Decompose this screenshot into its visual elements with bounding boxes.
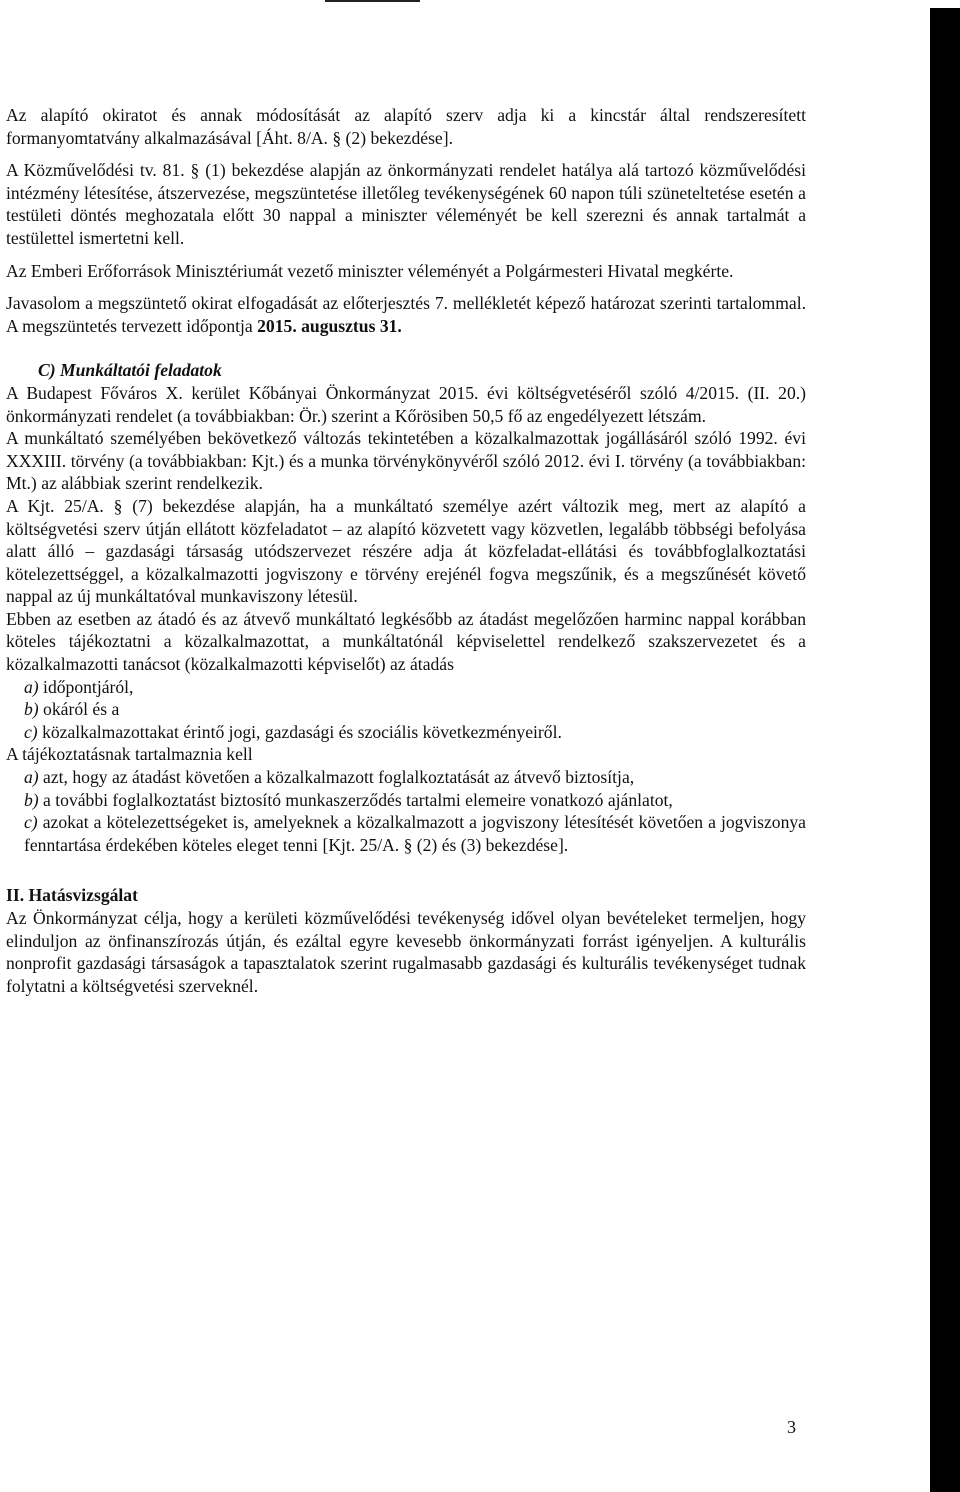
paragraph-founding-charter: Az alapító okiratot és annak módosítását az alapító szerv adja ki a kincstár által rendszeresített formanyomtatvány alkalmazásával [Áht. 8/A. § (2) bekezdése]. [6, 105, 806, 148]
scan-edge-bar [930, 8, 960, 1492]
termination-date: 2015. augusztus 31. [257, 315, 402, 336]
paragraph-notification-content: A tájékoztatásnak tartalmaznia kell [6, 744, 253, 765]
list-item: a) azt, hogy az átadást követően a közalkalmazott foglalkoztatását az átvevő biztosítja, [24, 767, 635, 788]
paragraph-kjt-25a: A Kjt. 25/A. § (7) bekezdése alapján, ha a munkáltató személye azért változik meg, mert az alapító a költségvetési szerv útján ellátott közfeladatot – az alapító közvetett vagy közvetlen, legalább többségi befolyása alatt álló – gazdasági társaság utódszervezet részére adja át közfeladat-ellátási és továbbfoglalkoztatási kötelezettséggel, a közalkalmazotti jogviszony e törvény erejénél fogva megszűnik, és a megszűnését követő nappal az új munkáltatóval munkaviszony létesül. [6, 495, 806, 607]
list-item: b) a további foglalkoztatást biztosító munkaszerződés tartalmi elemeire vonatkozó ajánlatot, [24, 789, 673, 810]
header-rule [325, 0, 420, 2]
paragraph-notification: Ebben az esetben az átadó és az átvevő munkáltató legkésőbb az átadást megelőzően harminc nappal korábban köteles tájékoztatni a közalkalmazottat, a munkáltatónál képviselettel rendelkező szakszervezetet és a közalkalmazotti tanácsot (közalkalmazotti képviselőt) az átadás [6, 608, 806, 675]
document-page [6, 104, 806, 997]
section-c-heading: C) Munkáltatói feladatok [38, 360, 222, 381]
paragraph-employer-change: A munkáltató személyében bekövetkező változás tekintetében a közalkalmazottak jogállásáról szóló 1992. évi XXXIII. törvény (a továbbiakban: Kjt.) és a munka törvénykönyvéről szóló 2012. évi I. törvény (a továbbiakban: Mt.) az alábbiak szerint rendelkezik. [6, 428, 806, 494]
page-number: 3 [787, 1417, 796, 1437]
paragraph-proposal [6, 292, 806, 337]
proposal-text: Javasolom a megszüntető okirat elfogadását az előterjesztés 7. mellékletét képező határozat szerinti tartalommal. A megszüntetés tervezett időpontja [6, 293, 806, 336]
paragraph-kozmuvelodesi-tv: A Közművelődési tv. 81. § (1) bekezdése alapján az önkormányzati rendelet hatálya alá tartozó közművelődési intézmény létesítése, átszervezése, megszüntetése illetőleg tevékenységének 60 napon túli szüneteltetése esetén a testületi döntés meghozatala előtt 30 nappal a miniszter véleményét be kell szerezni és annak tartalmát a testülettel ismertetni kell. [6, 160, 806, 248]
list-item: c) közalkalmazottakat érintő jogi, gazdasági és szociális következményeiről. [24, 721, 562, 742]
paragraph-impact-assessment: Az Önkormányzat célja, hogy a kerületi közművelődési tevékenység idővel olyan bevételeket termeljen, hogy elinduljon az önfinanszírozás útján, és ezáltal egyre kevesebb önkormányzati forrást igényeljen. A kulturális nonprofit gazdasági társaságok a tapasztalatok szerint rugalmasabb gazdasági és kulturális tevékenységet tudnak folytatni a költségvetési szerveknél. [6, 908, 806, 996]
section-ii-heading: II. Hatásvizsgálat [6, 885, 138, 906]
list-item: b) okáról és a [24, 699, 120, 720]
list-item: c) azokat a kötelezettségeket is, amelyeknek a közalkalmazott a jogviszony létesítését követően a jogviszonya fenntartása érdekében köteles eleget tenni [Kjt. 25/A. § (2) és (3) bekezdése]. [24, 812, 806, 855]
list-item: a) időpontjáról, [24, 676, 134, 697]
paragraph-headcount: A Budapest Főváros X. kerület Kőbányai Önkormányzat 2015. évi költségvetéséről szóló 4/2015. (II. 20.) önkormányzati rendelet (a továbbiakban: Ör.) szerint a Kőrösiben 50,5 fő az engedélyezett létszám. [6, 382, 806, 426]
paragraph-ministry-opinion: Az Emberi Erőforrások Minisztériumát vezető miniszter véleményét a Polgármesteri Hivatal megkérte. [6, 260, 734, 281]
